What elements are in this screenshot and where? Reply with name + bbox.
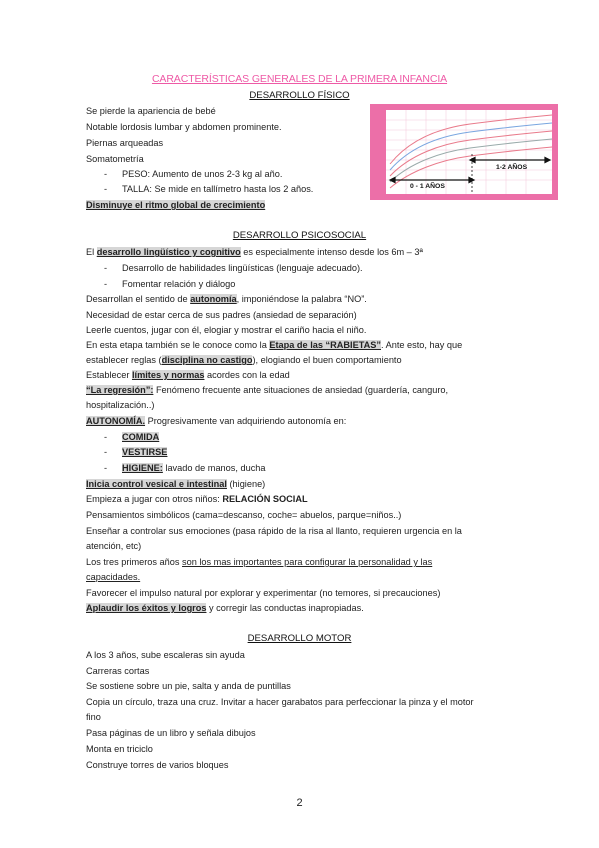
text: es especialmente intenso desde los 6m – 3ª bbox=[240, 247, 423, 257]
highlight-text: Disminuye el ritmo global de crecimiento bbox=[86, 200, 266, 210]
psycho-line-15: atención, etc) bbox=[86, 541, 142, 551]
bullet-dash: - bbox=[104, 279, 108, 289]
text: En esta etapa también se le conoce como la bbox=[86, 340, 270, 350]
psycho-heading: DESARROLLO PSICOSOCIAL bbox=[232, 230, 367, 241]
psycho-line-17 bbox=[86, 572, 140, 583]
motor-line-2: Carreras cortas bbox=[86, 666, 150, 676]
physical-line-5 bbox=[86, 200, 265, 211]
text: El bbox=[86, 247, 97, 257]
chart-label-0-1: 0 - 1 AÑOS bbox=[410, 183, 445, 190]
page-title: CARACTERÍSTICAS GENERALES DE LA PRIMERA INFANCIA bbox=[151, 73, 448, 85]
highlight-text: COMIDA bbox=[122, 432, 160, 442]
underlined-text: son los mas importantes para configurar la personalidad y las bbox=[182, 557, 433, 567]
psycho-line-1 bbox=[86, 247, 423, 258]
highlight-text: límites y normas bbox=[131, 370, 205, 380]
bullet-dash: - bbox=[104, 184, 108, 194]
psycho-line-4: Leerle cuentos, jugar con él, elogiar y mostrar el cariño hacia el niño. bbox=[86, 325, 367, 335]
highlight-text: disciplina no castigo bbox=[161, 355, 253, 365]
psycho-line-5 bbox=[86, 340, 462, 351]
highlight-text: desarrollo lingüístico y cognitivo bbox=[96, 247, 241, 257]
psycho-sub-2: Fomentar relación y diálogo bbox=[122, 279, 236, 289]
psycho-line-14: Enseñar a controlar sus emociones (pasa rápido de la risa al llanto, requieren urgencia en la bbox=[86, 526, 462, 536]
physical-line-1: Se pierde la apariencia de bebé bbox=[86, 106, 216, 116]
highlight-text: Inicia control vesical e intestinal bbox=[86, 479, 227, 489]
text: ), elogiando el buen comportamiento bbox=[252, 355, 402, 365]
physical-heading: DESARROLLO FÍSICO bbox=[249, 90, 350, 101]
psycho-line-10 bbox=[86, 416, 346, 427]
underlined-text: capacidades. bbox=[86, 572, 141, 582]
physical-sub-2: TALLA: Se mide en tallímetro hasta los 2 años. bbox=[122, 184, 314, 194]
growth-curves bbox=[370, 104, 558, 200]
motor-line-1: A los 3 años, sube escaleras sin ayuda bbox=[86, 650, 245, 660]
text: Empieza a jugar con otros niños: bbox=[86, 494, 223, 504]
text: (higiene) bbox=[226, 479, 266, 489]
highlight-text: Etapa de las “RABIETAS” bbox=[269, 340, 381, 350]
autonomy-item-1 bbox=[122, 432, 159, 443]
motor-heading: DESARROLLO MOTOR bbox=[247, 633, 352, 644]
motor-line-8: Construye torres de varios bloques bbox=[86, 760, 229, 770]
psycho-line-7 bbox=[86, 370, 290, 381]
bullet-dash: - bbox=[104, 263, 108, 273]
text: Desarrollan el sentido de bbox=[86, 294, 191, 304]
text: Progresivamente van adquiriendo autonomía en: bbox=[145, 416, 347, 426]
physical-sub-1: PESO: Aumento de unos 2-3 kg al año. bbox=[122, 169, 283, 179]
text: Fenómeno frecuente ante situaciones de ansiedad (guardería, canguro, bbox=[153, 385, 449, 395]
highlight-text: HIGIENE: bbox=[122, 463, 163, 473]
chart-label-1-2: 1-2 AÑOS bbox=[496, 164, 528, 171]
motor-line-5: fino bbox=[86, 712, 101, 722]
psycho-line-3: Necesidad de estar cerca de sus padres (ansiedad de separación) bbox=[86, 310, 357, 320]
text: , imponiéndose la palabra “NO”. bbox=[236, 294, 367, 304]
highlight-text: autonomía bbox=[190, 294, 237, 304]
motor-line-3: Se sostiene sobre un pie, salta y anda de puntillas bbox=[86, 681, 291, 691]
physical-line-4: Somatometría bbox=[86, 154, 144, 164]
psycho-line-19 bbox=[86, 603, 364, 614]
page-number: 2 bbox=[296, 797, 303, 809]
psycho-line-9: hospitalización..) bbox=[86, 400, 155, 410]
motor-line-4: Copia un círculo, traza una cruz. Invitar a hacer garabatos para perfeccionar la pinza y el motor bbox=[86, 697, 474, 707]
highlight-text: “La regresión”: bbox=[86, 385, 154, 395]
physical-line-3: Piernas arqueadas bbox=[86, 138, 164, 148]
autonomy-item-3 bbox=[122, 463, 266, 474]
motor-line-6: Pasa páginas de un libro y señala dibujos bbox=[86, 728, 256, 738]
text: establecer reglas ( bbox=[86, 355, 162, 365]
psycho-line-13: Pensamientos simbólicos (cama=descanso, coche= abuelos, parque=niños..) bbox=[86, 510, 402, 520]
text: acordes con la edad bbox=[204, 370, 290, 380]
bold-text: RELACIÓN SOCIAL bbox=[222, 494, 308, 504]
psycho-line-12 bbox=[86, 494, 308, 505]
text: y corregir las conductas inapropiadas. bbox=[206, 603, 364, 613]
text: Los tres primeros años bbox=[86, 557, 182, 567]
motor-line-7: Monta en triciclo bbox=[86, 744, 153, 754]
psycho-line-18: Favorecer el impulso natural por explorar y experimentar (no temores, si precauciones) bbox=[86, 588, 441, 598]
psycho-line-16 bbox=[86, 557, 432, 568]
autonomy-item-2 bbox=[122, 447, 167, 458]
physical-line-2: Notable lordosis lumbar y abdomen prominente. bbox=[86, 122, 282, 132]
text: . Ante esto, hay que bbox=[381, 340, 463, 350]
bullet-dash: - bbox=[104, 169, 108, 179]
text: Establecer bbox=[86, 370, 132, 380]
bullet-dash: - bbox=[104, 447, 108, 457]
growth-chart-image bbox=[370, 104, 558, 200]
psycho-line-2 bbox=[86, 294, 367, 305]
bullet-dash: - bbox=[104, 432, 108, 442]
psycho-line-11 bbox=[86, 479, 265, 490]
psycho-line-8 bbox=[86, 385, 448, 396]
text: lavado de manos, ducha bbox=[162, 463, 266, 473]
psycho-line-6 bbox=[86, 355, 402, 366]
highlight-text: Aplaudir los éxitos y logros bbox=[86, 603, 207, 613]
highlight-text: VESTIRSE bbox=[122, 447, 168, 457]
bullet-dash: - bbox=[104, 463, 108, 473]
highlight-text: AUTONOMÍA. bbox=[86, 416, 146, 426]
psycho-sub-1: Desarrollo de habilidades lingüísticas (lenguaje adecuado). bbox=[122, 263, 363, 273]
